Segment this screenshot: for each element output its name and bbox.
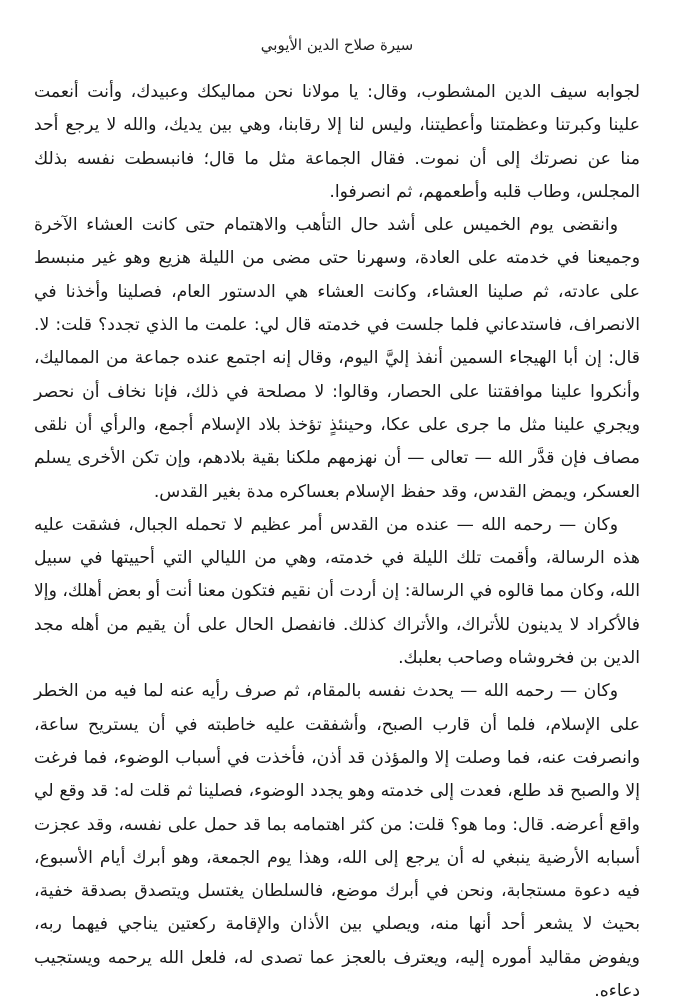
- running-header: سيرة صلاح الدين الأيوبي: [260, 36, 414, 54]
- paragraph-1: لجوابه سيف الدين المشطوب، وقال: يا مولانا نحن مماليكك وعبيدك، وأنت أنعمت علينا وكبرتنا وعظمتنا وأعطيتنا، وليس لنا إلا رقابنا، وهي بين يديك، والله لا يرجع أحد منا عن نصرتك إلى أن نموت. فقال الجماعة مثل ما قال؛ فانبسطت نفسه بذلك المجلس، وطاب قلبه وأطعمهم، ثم انصرفوا.: [34, 82, 640, 202]
- body-text: [34, 76, 640, 1008]
- paragraph-4: وكان — رحمه الله — يحدث نفسه بالمقام، ثم صرف رأيه عنه لما فيه من الخطر على الإسلام، فلما أن قارب الصبح، وأشفقت عليه خاطبته في أن يستريح ساعة، وانصرفت عنه، فما وصلت إلا والمؤذن قد أذن، فأخذت في أسباب الوضوء، فما فرغت إلا والصبح قد طلع، فعدت إلى خدمته وهو يجدد الوضوء، فصلينا ثم قلت له: قد وقع لي واقع أعرضه. قال: وما هو؟ قلت: من كثر اهتمامه بما قد حمل على نفسه، وقد عجزت أسبابه الأرضية ينبغي له أن يرجع إلى الله، وهذا يوم الجمعة، وهو أبرك أيام الأسبوع، فيه دعوة مستجابة، ونحن في أبرك موضع، فالسلطان يغتسل ويتصدق بصدقة خفية، بحيث لا يشعر أحد أنها منه، ويصلي بين الأذان والإقامة ركعتين يناجي فيهما ربه، ويفوض مقاليد أموره إليه، ويعترف بالعجز عما تصدى له، فلعل الله يرحمه ويستجيب دعاءه.: [34, 681, 640, 1002]
- paragraph-2: وانقضى يوم الخميس على أشد حال التأهب والاهتمام حتى كانت العشاء الآخرة وجميعنا في خدمته على العادة، وسهرنا حتى مضى من الليلة هزيع وهو غير منبسط على عادته، ثم صلينا العشاء، وكانت العشاء هي الدستور العام، فصلينا وأخذنا في الانصراف، فاستدعاني فلما جلست في خدمته قال لي: علمت ما الذي تجدد؟ قلت: لا. قال: إن أبا الهيجاء السمين أنفذ إليَّ اليوم، وقال إنه اجتمع عنده جماعة من المماليك، وأنكروا علينا موافقتنا على الحصار، وقالوا: لا مصلحة في ذلك، فإنا نخاف أن نحصر ويجري علينا مثل ما جرى على عكا، وحينئذٍ تؤخذ بلاد الإسلام أجمع، والرأي أن نلقى مصاف فإن قدَّر الله — تعالى — أن نهزمهم ملكنا بقية بلادهم، وإن تكن الأخرى يسلم العسكر، ويمض القدس، وقد حفظ الإسلام بعساكره مدة بغير القدس.: [34, 215, 640, 502]
- paragraph-3: وكان — رحمه الله — عنده من القدس أمر عظيم لا تحمله الجبال، فشقت عليه هذه الرسالة، وأقمت تلك الليلة في خدمته، وهي من الليالي التي أحييتها في سبيل الله، وكان مما قالوه في الرسالة: إن أردت أن نقيم فتكون معنا أنت أو بعض أهلك، وإلا فالأكراد لا يدينون للأتراك، والأتراك كذلك. فانفصل الحال على أن يقيم من أهله مجد الدين بن فخروشاه وصاحب بعلبك.: [34, 514, 640, 669]
